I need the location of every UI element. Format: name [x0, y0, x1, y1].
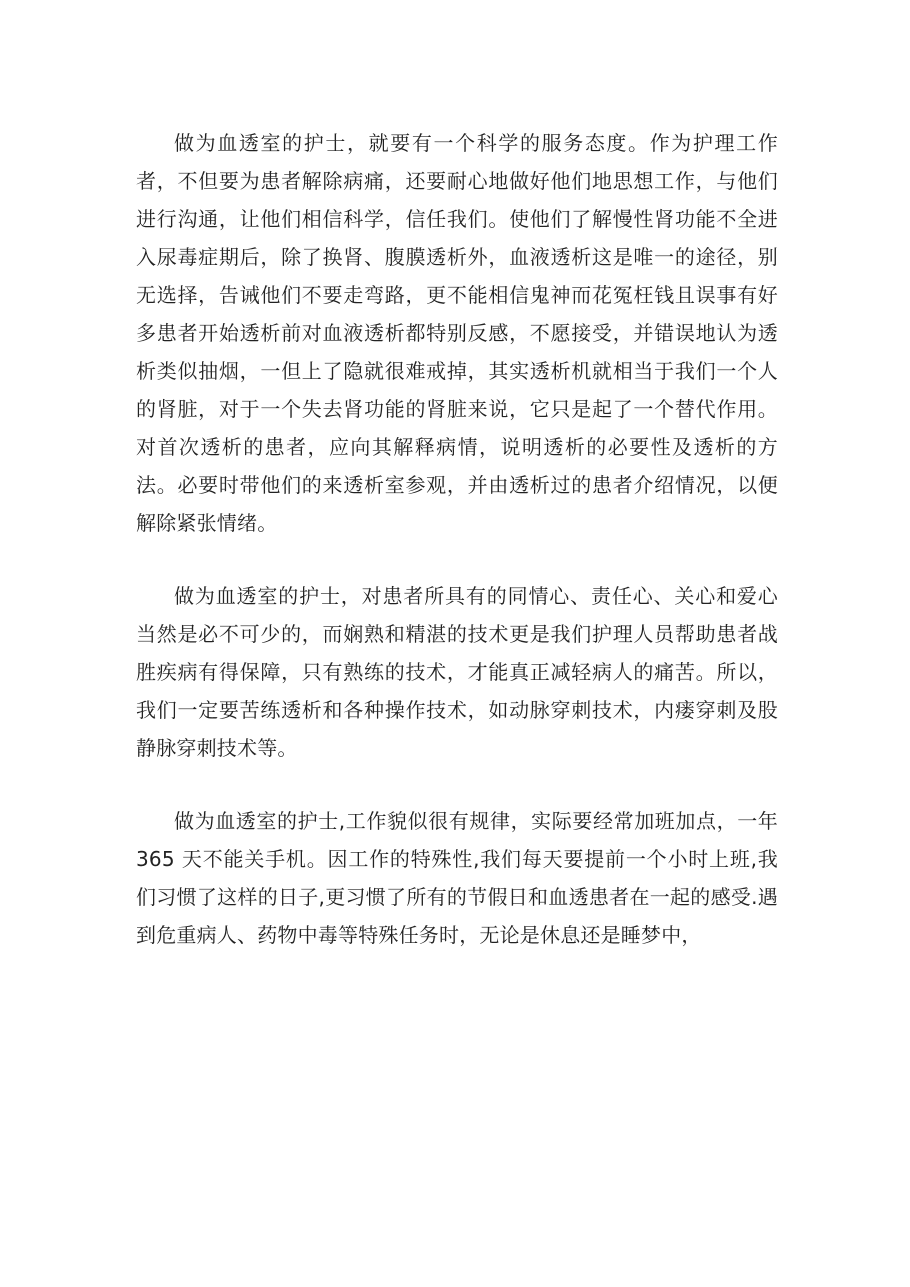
- paragraph-1: 做为血透室的护士，就要有一个科学的服务态度。作为护理工作者，不但要为患者解除病痛，还要耐心地做好他们地思想工作，与他们进行沟通，让他们相信科学，信任我们。使他们了解慢性肾功能不全进入尿毒症期后，除了换肾、腹膜透析外，血液透析这是唯一的途径，别无选择，告诫他们不要走弯路，更不能相信鬼神而花冤枉钱且误事有好多患者开始透析前对血液透析都特别反感，不愿接受，并错误地认为透析类似抽烟，一但上了隐就很难戒掉，其实透析机就相当于我们一个人的肾脏，对于一个失去肾功能的肾脏来说，它只是起了一个替代作用。对首次透析的患者，应向其解释病情，说明透析的必要性及透析的方法。必要时带他们的来透析室参观，并由透析过的患者介绍情况，以便解除紧张情绪。: [136, 131, 778, 535]
- paragraph-3: 做为血透室的护士,工作貌似很有规律，实际要经常加班加点，一年 365 天不能关手机。因工作的特殊性,我们每天要提前一个小时上班,我们习惯了这样的日子,更习惯了所有的节假日和血透患者在一起的感受.遇到危重病人、药物中毒等特殊任务时，无论是休息还是睡梦中，: [136, 809, 778, 947]
- document-body: [136, 124, 778, 954]
- paragraph-2: 做为血透室的护士，对患者所具有的同情心、责任心、关心和爱心当然是必不可少的，而娴熟和精湛的技术更是我们护理人员帮助患者战胜疾病有得保障，只有熟练的技术，才能真正减轻病人的痛苦。所以，我们一定要苦练透析和各种操作技术，如动脉穿刺技术，内瘘穿刺及股静脉穿刺技术等。: [136, 584, 778, 760]
